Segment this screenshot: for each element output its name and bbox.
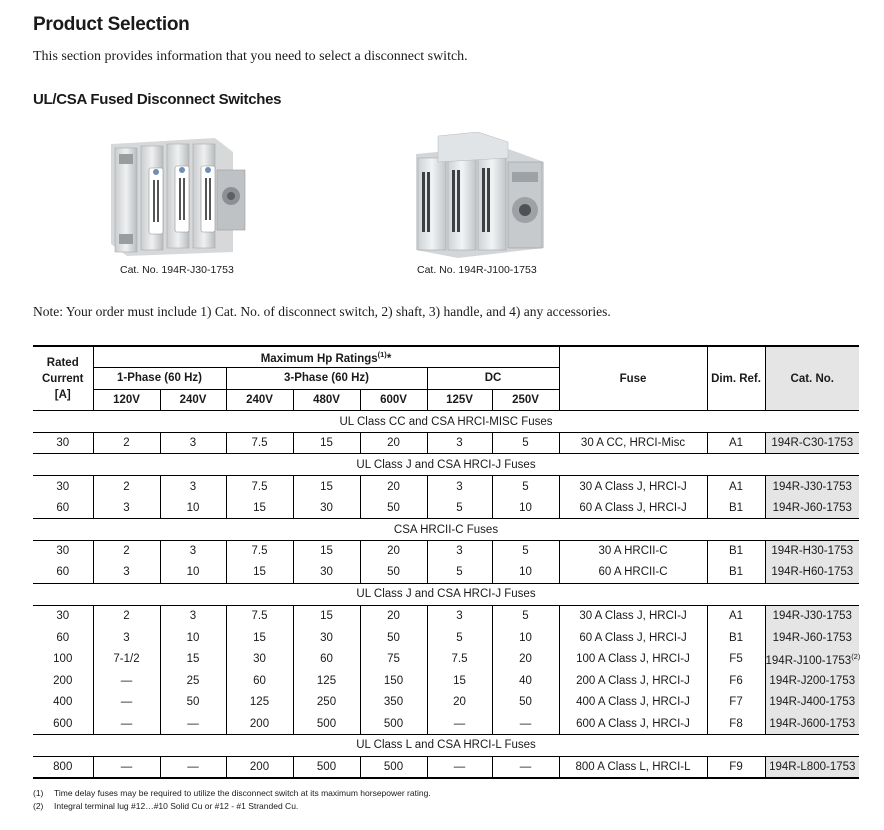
cell-hp-3ph-600v: 20 (360, 540, 427, 562)
cell-hp-dc-125v: 5 (427, 497, 492, 519)
cell-fuse: 200 A Class J, HRCI-J (559, 670, 707, 692)
cell-hp-3ph-240v: 15 (226, 562, 293, 584)
cell-hp-dc-125v: — (427, 756, 492, 778)
cell-hp-3ph-480v: 60 (293, 648, 360, 670)
cell-hp-dc-250v: 10 (492, 497, 559, 519)
cell-hp-dc-125v: — (427, 713, 492, 735)
cell-hp-3ph-240v: 15 (226, 497, 293, 519)
cell-hp-3ph-240v: 7.5 (226, 432, 293, 454)
cell-hp-3ph-600v: 20 (360, 605, 427, 627)
cell-hp-1ph-120v: 2 (93, 432, 160, 454)
cell-hp-1ph-240v: 3 (160, 540, 226, 562)
cell-rated-current: 30 (33, 432, 93, 454)
cell-hp-1ph-120v: 2 (93, 476, 160, 498)
cell-hp-1ph-240v: 10 (160, 627, 226, 649)
cell-hp-3ph-240v: 200 (226, 713, 293, 735)
cell-cat-no: 194R-J400-1753 (765, 692, 859, 714)
cell-dim-ref: B1 (707, 497, 765, 519)
cell-hp-3ph-480v: 15 (293, 476, 360, 498)
header-dc: DC (427, 368, 559, 390)
cell-hp-1ph-120v: — (93, 756, 160, 778)
cell-rated-current: 100 (53, 653, 73, 666)
cell-cat-no: 194R-H30-1753 (765, 540, 859, 562)
cell-rated-current: 60 (33, 497, 93, 519)
table-row (33, 713, 859, 735)
cell-hp-3ph-600v: 500 (360, 756, 427, 778)
cell-hp-dc-250v: 40 (492, 670, 559, 692)
cell-hp-dc-250v: 5 (492, 476, 559, 498)
cell-hp-1ph-240v: 3 (160, 605, 226, 627)
cell-hp-3ph-480v: 15 (293, 605, 360, 627)
cell-hp-1ph-120v: 2 (93, 605, 160, 627)
product-photo-j100 (408, 132, 548, 260)
cell-hp-3ph-600v: 500 (360, 713, 427, 735)
cell-hp-1ph-120v: 7-1/2 (93, 648, 160, 670)
table-row (33, 605, 859, 627)
cell-cat-no: 194R-J100-1753$^{(2)}$ (765, 648, 859, 670)
page-title: Product Selection (33, 14, 190, 35)
cell-hp-1ph-120v: — (93, 692, 160, 714)
cell-hp-dc-125v: 5 (427, 627, 492, 649)
cell-hp-3ph-480v: 30 (293, 627, 360, 649)
cell-hp-dc-250v: 50 (492, 692, 559, 714)
cell-dim-ref: F5 (707, 648, 765, 670)
table-row (33, 562, 859, 584)
section-title: CSA HRCII-C Fuses (33, 519, 859, 541)
cell-hp-1ph-240v: 25 (160, 670, 226, 692)
cell-rated-current: 60 (33, 562, 93, 584)
cell-hp-1ph-240v: — (160, 756, 226, 778)
cell-fuse: 30 A HRCII-C (559, 540, 707, 562)
cell-dim-ref: F7 (707, 692, 765, 714)
cell-hp-dc-250v: 5 (492, 540, 559, 562)
cell-hp-dc-125v: 3 (427, 605, 492, 627)
cell-cat-no: 194R-C30-1753 (765, 432, 859, 454)
table-row (33, 476, 859, 498)
cell-dim-ref: A1 (707, 605, 765, 627)
header-240v-1ph: 240V (160, 389, 226, 411)
cell-hp-3ph-480v: 125 (293, 670, 360, 692)
cell-hp-dc-250v: 5 (492, 432, 559, 454)
cell-hp-3ph-600v: 50 (360, 627, 427, 649)
cell-hp-dc-250v: 5 (492, 605, 559, 627)
header-125v: 125V (427, 389, 492, 411)
cell-dim-ref: B1 (707, 627, 765, 649)
cell-fuse: 60 A HRCII-C (559, 562, 707, 584)
cell-dim-ref: B1 (707, 562, 765, 584)
table-row (33, 432, 859, 454)
cell-cat-no: 194R-J60-1753 (765, 627, 859, 649)
cell-hp-1ph-120v: — (93, 670, 160, 692)
cell-fuse: 100 A Class J, HRCI-J (559, 648, 707, 670)
header-max-hp: Maximum Hp Ratings$^{(1)}$* (93, 346, 559, 368)
cell-hp-3ph-240v: 60 (226, 670, 293, 692)
section-heading: UL/CSA Fused Disconnect Switches (33, 91, 282, 108)
footnotes (33, 787, 431, 813)
cell-hp-3ph-480v: 250 (293, 692, 360, 714)
cell-hp-1ph-240v: 10 (160, 562, 226, 584)
cell-hp-1ph-120v: 2 (93, 540, 160, 562)
cell-hp-3ph-240v: 125 (226, 692, 293, 714)
table-row (33, 756, 859, 778)
section-title: UL Class CC and CSA HRCI-MISC Fuses (33, 411, 859, 433)
cell-hp-3ph-600v: 50 (360, 497, 427, 519)
header-250v: 250V (492, 389, 559, 411)
photo-caption: Cat. No. 194R-J100-1753 (417, 264, 537, 276)
section-header-row (33, 454, 859, 476)
cell-hp-3ph-600v: 50 (360, 562, 427, 584)
cell-hp-1ph-240v: 3 (160, 476, 226, 498)
header-480v: 480V (293, 389, 360, 411)
cell-hp-dc-250v: 10 (492, 562, 559, 584)
section-title: UL Class J and CSA HRCI-J Fuses (33, 584, 859, 606)
header-fuse: Fuse (559, 346, 707, 411)
footnote: (2) Integral terminal lug #12…#10 Solid Cu or #12 - #1 Stranded Cu. (33, 801, 299, 811)
cell-cat-no: 194R-J30-1753 (765, 476, 859, 498)
cell-hp-1ph-120v: 3 (93, 627, 160, 649)
cell-fuse: 600 A Class J, HRCI-J (559, 713, 707, 735)
cell-rated-current: 400 (53, 696, 73, 709)
section-header-row (33, 519, 859, 541)
cell-hp-3ph-600v: 20 (360, 432, 427, 454)
cell-fuse: 400 A Class J, HRCI-J (559, 692, 707, 714)
cell-fuse: 30 A Class J, HRCI-J (559, 476, 707, 498)
cell-fuse: 800 A Class L, HRCI-L (559, 756, 707, 778)
cell-hp-1ph-240v: 15 (160, 648, 226, 670)
cell-dim-ref: A1 (707, 476, 765, 498)
cell-rated-current: 60 (56, 631, 70, 644)
cell-dim-ref: F9 (707, 756, 765, 778)
cell-hp-dc-125v: 5 (427, 562, 492, 584)
cell-hp-3ph-600v: 75 (360, 648, 427, 670)
cell-cat-no: 194R-L800-1753 (765, 756, 859, 778)
cell-fuse: 30 A Class J, HRCI-J (559, 605, 707, 627)
table-row (33, 540, 859, 562)
table-row (33, 627, 859, 649)
cell-hp-dc-250v: — (492, 756, 559, 778)
header-600v: 600V (360, 389, 427, 411)
cell-dim-ref: F6 (707, 670, 765, 692)
cell-hp-3ph-240v: 200 (226, 756, 293, 778)
cell-dim-ref: A1 (707, 432, 765, 454)
cell-hp-dc-250v: 20 (492, 648, 559, 670)
cell-hp-3ph-480v: 500 (293, 713, 360, 735)
cell-hp-dc-250v: — (492, 713, 559, 735)
cell-fuse: 60 A Class J, HRCI-J (559, 627, 707, 649)
cell-cat-no: 194R-J60-1753 (765, 497, 859, 519)
cell-hp-1ph-240v: — (160, 713, 226, 735)
cell-hp-1ph-120v: — (93, 713, 160, 735)
cell-hp-3ph-480v: 500 (293, 756, 360, 778)
cell-hp-3ph-600v: 150 (360, 670, 427, 692)
cell-rated-current: 600 (33, 713, 93, 735)
cell-cat-no: 194R-J30-1753 (765, 605, 859, 627)
cell-cat-no: 194R-J600-1753 (765, 713, 859, 735)
cell-hp-dc-125v: 3 (427, 476, 492, 498)
section-title: UL Class L and CSA HRCI-L Fuses (33, 735, 859, 757)
cell-hp-dc-125v: 20 (427, 692, 492, 714)
cell-rated-current: 30 (56, 545, 70, 558)
cell-rated-current: 30 (56, 480, 70, 493)
cell-hp-3ph-600v: 350 (360, 692, 427, 714)
cell-hp-3ph-600v: 20 (360, 476, 427, 498)
cell-fuse: 60 A Class J, HRCI-J (559, 497, 707, 519)
table-row (33, 497, 859, 519)
cell-hp-dc-125v: 3 (427, 540, 492, 562)
cell-rated-current: 200 (53, 674, 73, 687)
cell-rated-current: 800 (33, 756, 93, 778)
section-header-row (33, 411, 859, 433)
cell-hp-dc-125v: 3 (427, 432, 492, 454)
cell-rated-current: 30 (56, 610, 70, 623)
header-120v: 120V (93, 389, 160, 411)
table-row (33, 692, 859, 714)
section-header-row (33, 584, 859, 606)
cell-cat-no: 194R-J200-1753 (765, 670, 859, 692)
cell-hp-3ph-480v: 15 (293, 432, 360, 454)
cell-hp-1ph-240v: 50 (160, 692, 226, 714)
photo-caption: Cat. No. 194R-J30-1753 (120, 264, 234, 276)
cell-hp-3ph-240v: 7.5 (226, 540, 293, 562)
section-title: UL Class J and CSA HRCI-J Fuses (33, 454, 859, 476)
header-rated-current: Rated Current [A] (33, 346, 93, 411)
cell-cat-no: 194R-H60-1753 (765, 562, 859, 584)
section-header-row (33, 735, 859, 757)
header-dim-ref: Dim. Ref. (707, 346, 765, 411)
product-photo-j30 (105, 134, 250, 259)
cell-hp-1ph-120v: 3 (93, 562, 160, 584)
table-row (33, 670, 859, 692)
cell-dim-ref: F8 (707, 713, 765, 735)
cell-hp-1ph-120v: 3 (93, 497, 160, 519)
cell-dim-ref: B1 (707, 540, 765, 562)
cell-hp-1ph-240v: 3 (160, 432, 226, 454)
cell-hp-3ph-480v: 15 (293, 540, 360, 562)
order-note: Note: Your order must include 1) Cat. No. of disconnect switch, 2) shaft, 3) handle, and 4) any accessories. (33, 304, 611, 319)
intro-text: This section provides information that you need to select a disconnect switch. (33, 49, 468, 64)
table-row (33, 648, 859, 670)
header-1-phase: 1-Phase (60 Hz) (93, 368, 226, 390)
footnote: (1) Time delay fuses may be required to utilize the disconnect switch at its maximum horsepower rating. (33, 788, 431, 798)
header-240v-3ph: 240V (226, 389, 293, 411)
header-3-phase: 3-Phase (60 Hz) (226, 368, 427, 390)
cell-hp-3ph-240v: 15 (226, 627, 293, 649)
cell-hp-dc-125v: 7.5 (427, 648, 492, 670)
cell-hp-3ph-240v: 7.5 (226, 476, 293, 498)
cell-hp-1ph-240v: 10 (160, 497, 226, 519)
selection-table (33, 345, 859, 779)
cell-hp-3ph-480v: 30 (293, 497, 360, 519)
cell-hp-3ph-480v: 30 (293, 562, 360, 584)
cell-hp-dc-125v: 15 (427, 670, 492, 692)
cell-hp-dc-250v: 10 (492, 627, 559, 649)
header-cat-no: Cat. No. (765, 346, 859, 411)
cell-fuse: 30 A CC, HRCI-Misc (559, 432, 707, 454)
cell-hp-3ph-240v: 7.5 (226, 605, 293, 627)
cell-hp-3ph-240v: 30 (226, 648, 293, 670)
